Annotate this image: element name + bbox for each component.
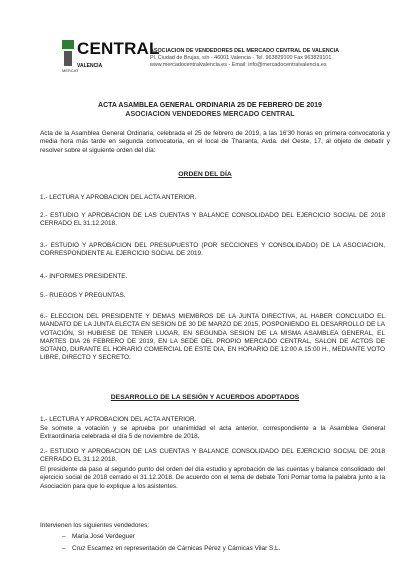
document-subtitle: ASOCIACION VENDEDORES MERCADO CENTRAL [125, 111, 295, 118]
logo-side-text: MERCAT [62, 68, 79, 73]
order-item: 1.- LECTURA Y APROBACION DEL ACTA ANTERIOR. [40, 194, 197, 201]
development-item-heading: 2.- ESTUDIO Y APROBACION DE LAS CUENTAS Y BALANCE CONSOLIDADO DEL EJERCICIO SOCIAL DE 2018 CERRADO EL 31.12.2018. [40, 448, 385, 464]
order-heading: ORDEN DEL DÍA [178, 171, 232, 178]
logo-main-text: CENTRAL [77, 39, 160, 58]
speaker-item [62, 533, 362, 541]
document-title: ACTA ASAMBLEA GENERAL ORDINARIA 25 DE FEBRERO DE 2019 [98, 102, 322, 109]
speakers-label: Intervienen los siguientes vendedores: [40, 522, 150, 529]
order-item: 4.- INFORMES PRESIDENTE. [40, 273, 128, 280]
speaker-name: María José Verdeguer [72, 533, 135, 540]
order-item: 5.- RUEGOS Y PREGUNTAS. [40, 292, 126, 299]
logo [62, 37, 160, 75]
org-address: Pl. Ciudad de Brujas, s/n - 46001 Valencia - Tel. 963829100 Fax 963829101 [150, 55, 332, 61]
logo-sub-text: VALENCIA [77, 63, 103, 69]
logo-mark-icon [62, 40, 74, 66]
speaker-item [62, 545, 362, 553]
org-web: www.mercadocentralvalencia.es - Email: info@mercadocentralvalencia.es [150, 62, 327, 68]
dash-icon: – [62, 545, 66, 552]
development-item-text: Se somete a votación y se aprueba por unanimidad el acta anterior, correspondiente a la Asamblea General Extraordinaria celebrada el día 5 de noviembre de 2018. [40, 425, 385, 441]
development-heading: DESARROLLO DE LA SESIÓN Y ACUERDOS ADOPTADOS [110, 394, 300, 401]
development-item-heading: 1.- LECTURA Y APROBACION DEL ACTA ANTERIOR. [40, 416, 197, 423]
dash-icon: – [62, 533, 66, 540]
intro-paragraph: Acta de la Asamblea General Ordinaria, celebrada el 25 de febrero de 2019, a las 16'30 horas en primera convocatoria y media hora más tarde en segunda convocatoria, en el local de Tharanta, Avda. del Oeste, 17, al objeto de debatir y resolver sobre el siguiente orden del día: [40, 130, 390, 154]
order-item: 3.- ESTUDIO Y APROBACION DEL PRESUPUESTO (POR SECCIONES Y CONSOLIDADO) DE LA ASOCIACION, CORRESPONDIENTE AL EJERCICIO SOCIAL DE 2019. [40, 242, 385, 258]
development-item-text: El presidente da paso al segundo punto del orden del día estudio y aprobación de las cuentas y balance consolidado del ejercicio social de 2018 cerrado el 31.12.2018. De acuerdo con el tema de debate Toni Pomar toma la palabra junto a la Asociación para que lo explique a los asistentes. [40, 466, 385, 490]
order-item: 6.- ELECCION DEL PRESIDENTE Y DEMAS MIEMBROS DE LA JUNTA DIRECTIVA, AL HABER CONCLUIDO EL MANDATO DE LA JUNTA ELECTA EN SESION DE 30 DE MARZO DE 2015, POSPONIENDO EL DESARROLLO DE LA VOTACIÓN, SI HUBIESE DE TENER LUGAR, EN SEGUNDA SESION DE LA MISMA ASAMBLEA GENERAL, EL MARTES DIA 26 FEBRERO DE 2019, EN LA SEDE DEL PROPIO MERCADO CENTRAL, SALON DE ACTOS DE SOTANO, DURANTE EL HORARIO COMERCIAL DE ESTE DIA, EN HORARIO DE 12:00 A 15:00 H., MEDIANTE VOTO LIBRE, DIRECTO Y SECRETO. [40, 313, 385, 362]
order-item: 2.- ESTUDIO Y APROBACION DE LAS CUENTAS Y BALANCE CONSOLIDADO DEL EJERCICIO SOCIAL DE 2018 CERRADO EL 31.12.2018. [40, 212, 385, 228]
org-info [150, 48, 375, 69]
org-name: ASOCIACION DE VENDEDORES DEL MERCADO CENTRAL DE VALENCIA [150, 48, 339, 54]
speaker-name: Cruz Escamez en representación de Cárnicas Pérez y Cárnicas Vilar S.L. [72, 545, 281, 552]
